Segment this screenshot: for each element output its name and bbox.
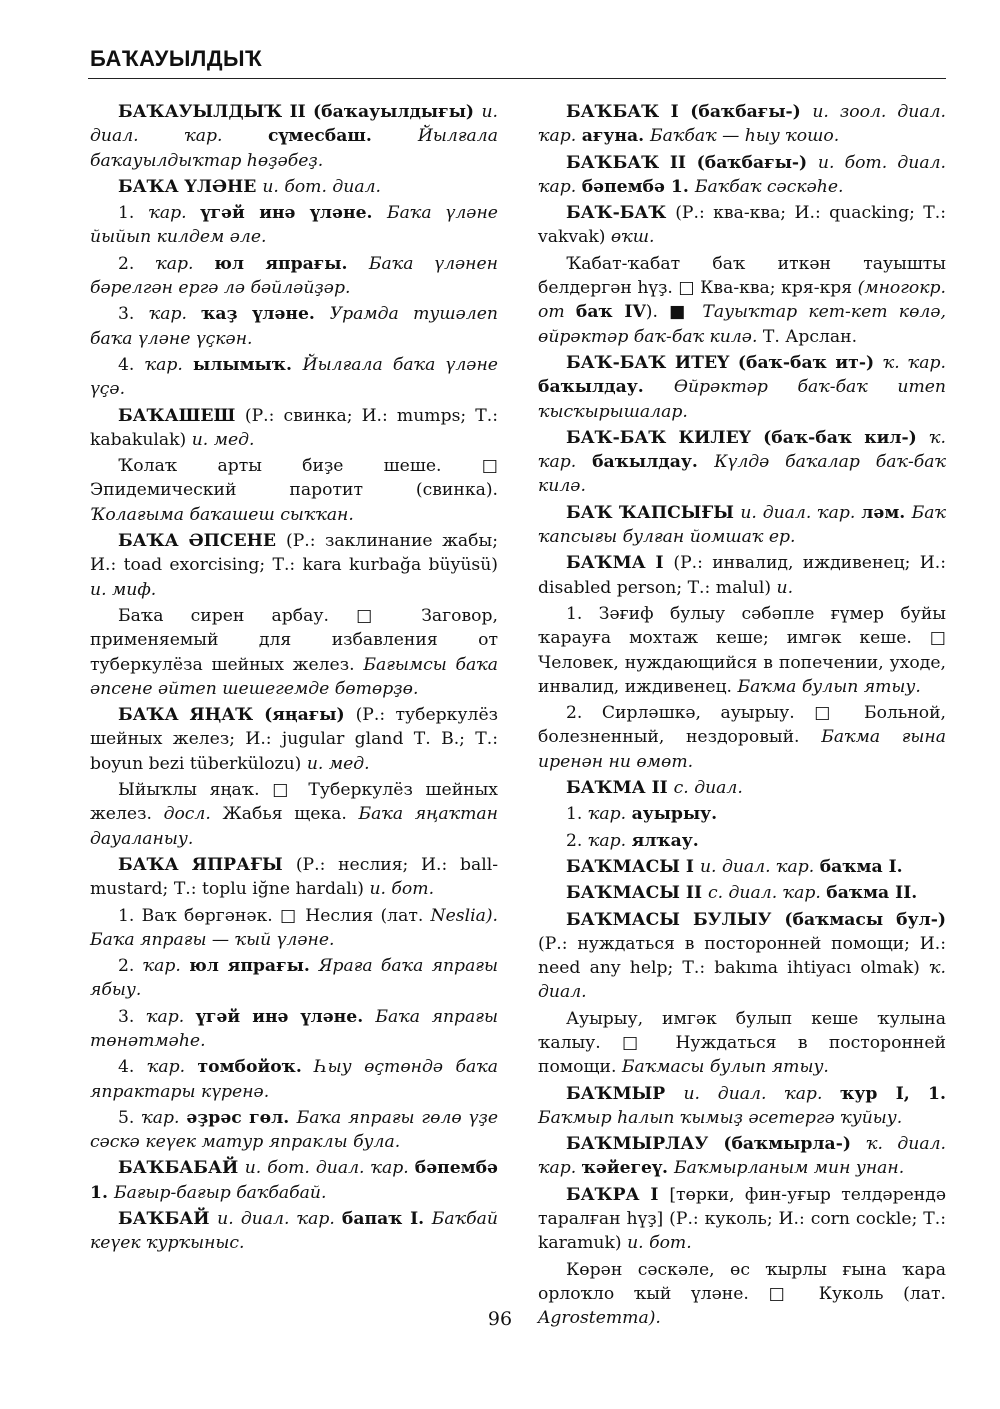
italic-text: и. диал. ҡар. <box>683 1083 841 1104</box>
body-text: Ыйыҡлы яңаҡ. □ Туберкулёз шейных желез. <box>90 780 498 825</box>
running-header: БАҠАУЫЛДЫҠ <box>90 46 263 71</box>
body-text: Көрән сәскәле, өс ҡырлы ғына ҡара орлоҡло ҡый үләне. □ Куколь (лат. <box>538 1259 946 1304</box>
italic-text: (многокр. от <box>538 278 946 323</box>
italic-text: Agrostemma). <box>538 1308 661 1329</box>
body-text: 2. <box>118 253 156 274</box>
dictionary-entry <box>538 602 946 699</box>
dictionary-entry <box>538 100 946 149</box>
headword-text: БАҠМА I <box>566 553 674 574</box>
italic-text: Урамда тушәлеп баҡа үләне үҫкән. <box>90 304 498 349</box>
body-text: (Р.: ква-ква; И.: quacking; Т.: vakvak) <box>538 203 946 248</box>
headword-text: БАҠА ҮЛӘНЕ <box>118 176 263 197</box>
headword-text: БАҠБАЙ <box>118 1209 218 1230</box>
italic-text: өҡш. <box>610 227 655 248</box>
italic-text: и. мед. <box>306 753 370 774</box>
italic-text: Тауыҡтар кет-кет көлә, өйрәктәр баҡ-баҡ килә. <box>538 302 946 347</box>
italic-text: ҡ. ҡар. <box>882 352 947 373</box>
dictionary-entry <box>90 252 498 301</box>
headword-text: әҙрәс гөл. <box>186 1107 297 1128</box>
body-text: 1. Зәғиф булыу сәбәпле ғүмер буйы ҡарауға мохтаж кеше; имгәк кеше. □ Человек, нуждающийся в попечении, уходе, инвалид, иждивенец. <box>538 603 946 697</box>
headword-text: БАҠА ЯПРАҒЫ <box>118 854 296 875</box>
body-text: (Р.: нуждаться в посторонней помощи; И.: need any help; Т.: bakıma ihtiyacı olmak) <box>538 933 946 979</box>
dictionary-entry <box>90 454 498 527</box>
headword-text: сүмесбаш. <box>267 126 418 147</box>
italic-text: Баҡбаҡ сәскәһе. <box>694 176 844 197</box>
dictionary-entry <box>90 529 498 602</box>
dictionary-entry <box>538 1082 946 1131</box>
italic-text: и. диал. ҡар. <box>217 1209 342 1230</box>
italic-text: Баҡа үләнен бәрелгән ергә лә бәйләйҙәр. <box>90 253 498 299</box>
dictionary-entry <box>538 829 946 853</box>
headword-text: БАҠА ӘПСЕНЕ <box>118 531 286 552</box>
italic-text: ҡар. <box>141 1107 187 1128</box>
headword-text: БАҠМАСЫ БУЛЫУ (баҡмасы бул-) <box>566 909 946 930</box>
italic-text: Баҡмырланым мин унан. <box>673 1158 905 1179</box>
italic-text: ҡ. диал. <box>538 958 946 1003</box>
dictionary-entry <box>538 908 946 1005</box>
italic-text: Бағымсы баҡа әпсене әйтеп шешегемде бөтөрҙө. <box>90 654 498 699</box>
body-text: 3. <box>118 304 149 325</box>
italic-text: Баҡма ғына иренән ни өмөт. <box>538 727 946 772</box>
italic-text: и. миф. <box>90 579 157 600</box>
dictionary-entry <box>538 776 946 800</box>
dictionary-entry <box>90 954 498 1003</box>
dictionary-entry <box>90 1005 498 1054</box>
headword-text: ялҡау. <box>631 830 699 851</box>
body-text: (Р.: инвалид, иждивенец; И.: disabled person; Т.: malul) <box>538 553 947 598</box>
right-column <box>538 100 946 1333</box>
dictionary-entry <box>538 151 946 200</box>
italic-text: Баҡа яңаҡтан дауаланыу. <box>90 804 498 849</box>
dictionary-entry <box>538 881 946 905</box>
dictionary-entry <box>538 701 946 774</box>
headword-text: БАҠ-БАҠ <box>566 203 676 224</box>
italic-text: и. диал. ҡар. <box>699 856 820 877</box>
italic-text: Өйрәктәр баҡ-баҡ итеп ҡысҡырышалар. <box>538 377 947 422</box>
dictionary-entry <box>90 1055 498 1104</box>
italic-text: ҡар. <box>587 804 632 825</box>
italic-text: Баҡма булып ятыу. <box>737 676 921 697</box>
body-text: [төрки, фин-уғыр телдәрендә таралған һүҙ] (Р.: куколь; И.: corn cockle; Т.: karamuk) <box>538 1184 946 1254</box>
body-text: 4. <box>118 1057 147 1078</box>
headword-text: БАҠБАБАЙ <box>118 1158 245 1179</box>
headword-text: томбойоҡ. <box>197 1057 315 1078</box>
italic-text: ҡар. <box>148 203 201 224</box>
headword-text: БАҠБАҠ II (баҡбағы-) <box>566 152 818 173</box>
italic-text: с. диал. ҡар. <box>707 883 827 904</box>
headword-text: ҡаҙ үләне. <box>201 304 330 325</box>
dictionary-entry <box>538 1183 946 1256</box>
headword-text: БАҠ-БАҠ ИТЕҮ (баҡ-баҡ ит-) <box>566 352 883 373</box>
headword-text: бәпембә 1. <box>581 176 695 197</box>
body-text: 1. <box>566 804 588 825</box>
headword-text: бәпембә 1. <box>90 1158 498 1203</box>
headword-text: БАҠБАҠ I (баҡбағы-) <box>566 102 813 122</box>
headword-text: баҡма II. <box>826 883 918 904</box>
headword-text: юл япрағы. <box>214 253 369 274</box>
dictionary-entry <box>90 201 498 250</box>
dictionary-entry <box>90 1156 498 1205</box>
headword-text: ауырыу. <box>631 804 718 825</box>
dictionary-entry <box>538 802 946 826</box>
italic-text: Баҡа япрағы төнәтмәһе. <box>90 1006 498 1051</box>
italic-text: ҡ. диал. ҡар. <box>538 1134 946 1179</box>
body-text: 3. <box>118 1006 147 1027</box>
italic-text: ҡар. <box>144 354 193 375</box>
italic-text: и. мед. <box>191 429 255 450</box>
dictionary-entry <box>538 1132 946 1181</box>
body-text: Ауырыу, имгәк булып кеше ҡулына ҡалыу. □ Нуждаться в посторонней помощи. <box>538 1008 946 1078</box>
italic-text: и. бот. диал. ҡар. <box>244 1158 415 1179</box>
italic-text: Баҡбаҡ — һыу ҡошо. <box>650 126 840 147</box>
dictionary-entry <box>538 551 946 600</box>
headword-text: ҡур I, 1. <box>840 1083 946 1104</box>
headword-text: ылымыҡ. <box>193 354 303 375</box>
italic-text: Neslia). Баҡа япрағы — ҡый үләне. <box>90 905 498 950</box>
italic-text: ҡар. <box>148 304 202 325</box>
italic-text: Баҡа үләне йыйып килдем әле. <box>90 203 498 248</box>
dictionary-entry <box>538 201 946 250</box>
page-number: 96 <box>487 1308 513 1330</box>
headword-text: БАҠАШЕШ <box>118 405 245 426</box>
dictionary-entry <box>538 426 946 499</box>
italic-text: и. бот. <box>627 1233 692 1254</box>
italic-text: Яраға баҡа япрағы ябыу. <box>90 956 498 1001</box>
headword-text: ағуна. <box>581 126 651 147</box>
italic-text: Баҡбай кеүек ҡурҡыныс. <box>90 1209 498 1254</box>
header-rule <box>88 78 946 79</box>
body-text: 5. <box>118 1107 142 1128</box>
headword-text: БАҠ ҠАПСЫҒЫ <box>566 502 741 523</box>
left-column <box>90 100 498 1258</box>
dictionary-entry <box>90 1207 498 1256</box>
italic-text: ҡар. <box>146 1057 198 1078</box>
dictionary-entry <box>538 855 946 879</box>
body-text: (Р.: туберкулёз шейных желез; И.: jugular gland Т. В.; Т.: boyun bezi tüberkülozu) <box>90 705 498 774</box>
headword-text: БАҠМЫРЛАУ (баҡмырла-) <box>566 1134 866 1155</box>
body-text: Ҡолаҡ арты биҙе шеше. □ Эпидемический паротит (свинка). <box>90 456 498 501</box>
body-text: Жабья щека. <box>222 804 359 825</box>
italic-text: ҡ. ҡар. <box>538 427 946 473</box>
dictionary-entry <box>90 302 498 351</box>
headword-text: баҡ IV <box>575 302 646 323</box>
dictionary-entry <box>90 1106 498 1155</box>
body-text: Ҡабат-ҡабат баҡ иткән тауышты белдергән һүҙ. □ Ква-ква; кря-кря <box>538 253 946 299</box>
italic-text: Баҡмыр һалып ҡымыҙ әсетергә ҡуйыу. <box>538 1107 903 1128</box>
italic-text: и. диал. ҡар. <box>90 102 498 147</box>
dictionary-entry <box>90 604 498 701</box>
italic-text: Йылғала баҡа үләне үҫә. <box>90 354 498 400</box>
dictionary-entry <box>90 778 498 851</box>
italic-text: Йылғала баҡауылдыҡтар һөҙәбеҙ. <box>90 126 498 171</box>
italic-text: ҡар. <box>146 1006 196 1027</box>
headword-text: үгәй инә үләне. <box>200 203 387 224</box>
body-text: 4. <box>118 354 145 375</box>
italic-text: и. бот. <box>369 879 435 900</box>
italic-text: Баҡа япрағы гөлө үҙе сәскә кеүек матур япраклы була. <box>90 1107 499 1153</box>
italic-text: Баҡ ҡапсығы булған йомшаҡ ер. <box>538 502 946 548</box>
headword-text: ҡәйегеү. <box>581 1158 674 1179</box>
dictionary-entry <box>90 853 498 902</box>
headword-text: үгәй инә үләне. <box>195 1006 376 1027</box>
italic-text: Күлдә баҡалар баҡ-баҡ килә. <box>538 452 946 497</box>
body-text: 2. Сирләшкә, ауырыу. □ Больной, болезненный, нездоровый. <box>538 703 946 748</box>
headword-text: БАҠМАСЫ II <box>566 883 708 904</box>
dictionary-entry <box>90 703 498 776</box>
headword-text: БАҠМЫР <box>566 1083 684 1104</box>
headword-text: баҡма I. <box>819 856 903 877</box>
italic-text: с. диал. <box>673 778 743 799</box>
body-text: (Р.: неслия; И.: ball-mustard; Т.: toplu iğne hardalı) <box>90 854 499 900</box>
headword-text: баҡылдау. <box>538 377 674 398</box>
dictionary-entry <box>538 501 946 550</box>
dictionary-entry <box>538 351 946 424</box>
body-text: 1. <box>118 203 149 224</box>
headword-text: юл япрағы. <box>189 956 319 977</box>
body-text: Баҡа сирен арбау. □ Заговор, применяемый для избавления от туберкулёза шейных желез. <box>90 605 498 675</box>
italic-text: досл. <box>163 804 223 825</box>
body-text: (Р.: заклинание жабы; И.: toad exorcising; Т.: kara kurbağa büyüsü) <box>90 531 498 576</box>
italic-text: ҡар. <box>155 253 215 274</box>
italic-text: и. бот. диал. <box>262 176 382 197</box>
headword-text: БАҠМА II <box>566 778 674 799</box>
dictionary-entry <box>90 404 498 453</box>
italic-text: и. <box>776 577 794 598</box>
headword-text: БАҠРА I <box>566 1184 670 1205</box>
body-text: 1. Ваҡ бөргәнәк. □ Неслия (лат. <box>118 905 431 926</box>
body-text: ). ■ <box>645 302 703 323</box>
italic-text: Бағыр-бағыр баҡбабай. <box>113 1182 327 1203</box>
dictionary-entry <box>90 100 498 173</box>
dictionary-entry <box>90 353 498 402</box>
body-text: Т. Арслан. <box>762 326 858 347</box>
headword-text: ләм. <box>861 502 912 523</box>
dictionary-entry <box>90 175 498 199</box>
italic-text: ҡар. <box>142 956 190 977</box>
dictionary-entry <box>90 904 498 953</box>
headword-text: БАҠА ЯҢАҠ (яңағы) <box>118 705 356 726</box>
dictionary-entry <box>538 252 946 349</box>
italic-text: и. бот. диал. ҡар. <box>538 152 946 197</box>
italic-text: Ҡолағыма баҡашеш сыҡҡан. <box>90 504 354 525</box>
italic-text: и. диал. ҡар. <box>740 502 862 523</box>
dictionary-entry <box>538 1007 946 1080</box>
headword-text: бапаҡ I. <box>341 1209 432 1230</box>
headword-text: БАҠМАСЫ I <box>566 856 700 877</box>
italic-text: Баҡмасы булып ятыу. <box>621 1057 829 1078</box>
italic-text: и. зоол. диал. ҡар. <box>538 102 947 147</box>
headword-text: БАҠ-БАҠ КИЛЕҮ (баҡ-баҡ кил-) <box>566 427 930 448</box>
body-text: 2. <box>118 956 143 977</box>
body-text: (Р.: свинка; И.: mumps; Т.: kabakulak) <box>90 405 498 450</box>
body-text: 2. <box>566 830 588 851</box>
italic-text: Һыу өҫтөндә баҡа япрактары күренә. <box>90 1057 498 1102</box>
headword-text: баҡылдау. <box>592 452 715 473</box>
italic-text: ҡар. <box>587 830 632 851</box>
headword-text: БАҠАУЫЛДЫҠ II (баҡауылдығы) <box>118 102 482 122</box>
